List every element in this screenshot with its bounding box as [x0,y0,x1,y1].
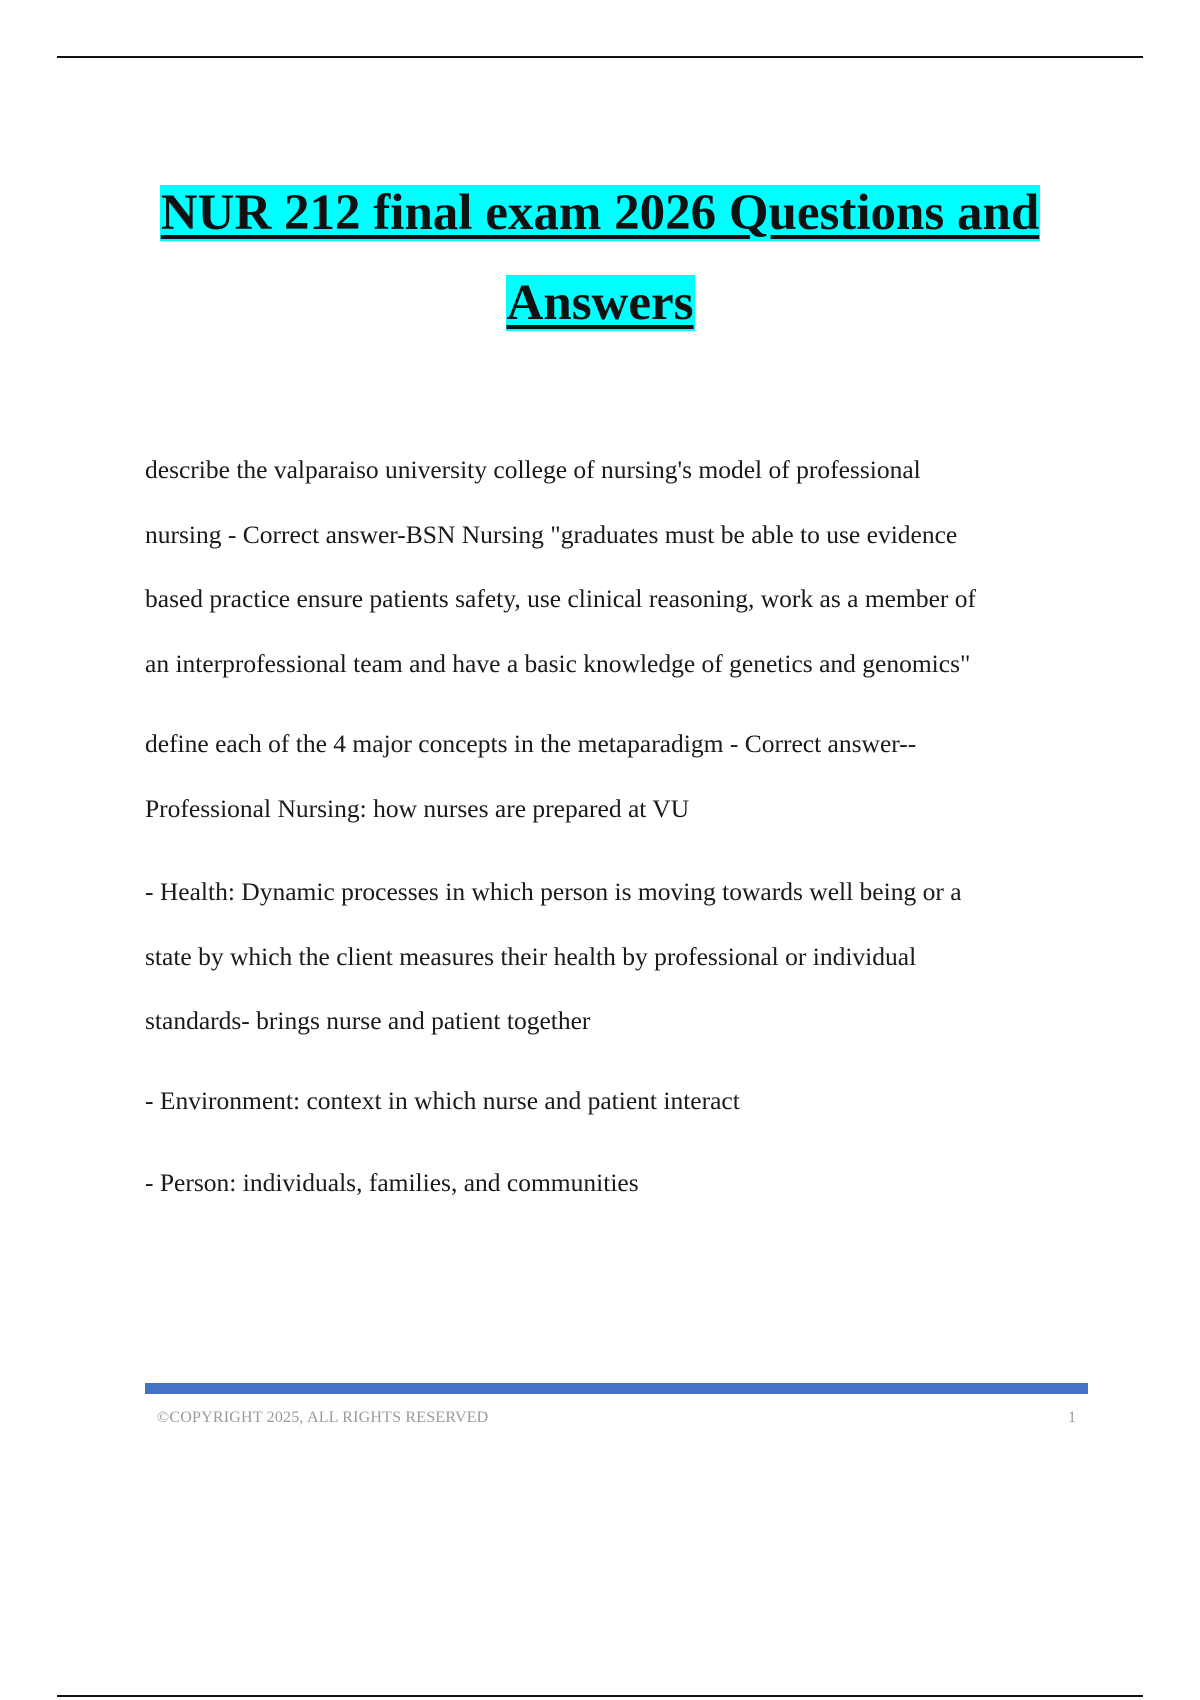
footer-copyright: ©COPYRIGHT 2025, ALL RIGHTS RESERVED [157,1409,489,1426]
text-line: based practice ensure patients safety, use clinical reasoning, work as a member of [145,584,977,613]
document-title [0,168,1200,348]
text-line: - Person: individuals, families, and communities [145,1168,639,1197]
question-2-paragraph [145,712,1075,841]
document-title-line-2: Answers [506,275,694,331]
document-title-line-1: NUR 212 final exam 2026 Questions and [160,185,1040,241]
bottom-page-rule [57,1695,1143,1697]
text-line: define each of the 4 major concepts in the metaparadigm - Correct answer-- [145,729,917,758]
health-concept-paragraph [145,860,1075,1054]
text-line: describe the valparaiso university college of nursing's model of professional [145,455,921,484]
text-line: - Health: Dynamic processes in which person is moving towards well being or a [145,877,962,906]
text-line: - Environment: context in which nurse and patient interact [145,1086,740,1115]
question-1-paragraph [145,438,1075,696]
top-page-rule [57,56,1143,58]
text-line: nursing - Correct answer-BSN Nursing "graduates must be able to use evidence [145,519,958,549]
text-line: state by which the client measures their health by professional or individual [145,941,917,971]
text-line: an interprofessional team and have a basic knowledge of genetics and genomics" [145,648,971,678]
text-line: Professional Nursing: how nurses are prepared at VU [145,793,690,823]
environment-concept-paragraph [145,1069,1075,1134]
footer-page-number: 1 [1068,1409,1076,1426]
footer-accent-bar [145,1383,1088,1394]
person-concept-paragraph [145,1151,1075,1216]
text-line: standards- brings nurse and patient together [145,1006,591,1035]
